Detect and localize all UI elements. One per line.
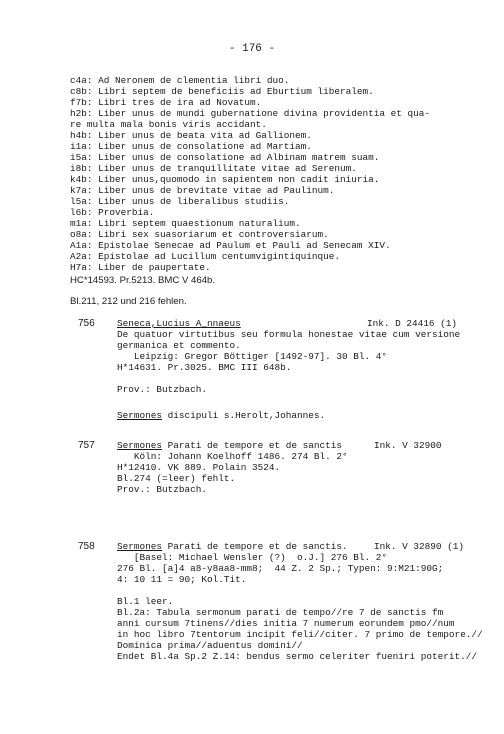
entry-title: Sermones Parati de tempore et de sanctis.: [117, 541, 348, 552]
contents-line: h2b: Liber unus de mundi gubernatione divina providentia et qua-: [70, 108, 431, 119]
entry-line: [117, 373, 477, 384]
entry-line: De quatuor virtutibus seu formula honestae vitae cum versione: [117, 329, 461, 340]
contents-line: i8b: Liber unus de tranquillitate vitae ad Serenum.: [70, 163, 357, 174]
contents-line: A2a: Epistolae ad Lucillum centumvigintiquinque.: [70, 251, 341, 262]
entry-line: Endet Bl.4a Sp.2 Z.14: bendus sermo celeriter fueniri poterit.//: [117, 651, 478, 662]
entry-number: 756: [78, 318, 95, 329]
shelfmark: Ink. V 32900: [374, 440, 442, 451]
entry-line: Bl.2a: Tabula sermonum parati de tempo//re 7 de sanctis fm: [117, 607, 444, 618]
contents-line: k7a: Liber unus de brevitate vitae ad Paulinum.: [70, 185, 335, 196]
contents-line: c4a: Ad Neronem de clementia libri duo.: [70, 75, 290, 86]
entry-title: Seneca,Lucius A_nnaeus: [117, 318, 241, 329]
entry-line: 4: 10 11 = 90; Kol.Tit.: [117, 574, 247, 585]
contents-line: H7a: Liber de paupertate.: [70, 262, 211, 273]
entry-line: 276 Bl. [a]4 a8-y8aa8-mm8; 44 Z. 2 Sp.; Typen: 9:M21:90G;: [117, 563, 444, 574]
contents-line: i1a: Liber unus de consolatione ad Martiam.: [70, 141, 312, 152]
contents-line: l5a: Liber unus de liberalibus studiis.: [70, 196, 290, 207]
entry-body: [117, 541, 483, 662]
entry-number: 757: [78, 440, 95, 451]
contents-line: k4b: Liber unus,quomodo in sapientem non cadit iniuria.: [70, 174, 380, 185]
contents-line: m1a: Libri septem quaestionum naturalium.: [70, 218, 301, 229]
contents-line: f7b: Libri tres de ira ad Novatum.: [70, 97, 262, 108]
entry-line: Prov.: Butzbach.: [117, 384, 208, 395]
entry-body: [117, 318, 477, 395]
contents-line: h4b: Liber unus de beata vita ad Gallionem.: [70, 130, 312, 141]
shelfmark: Ink. D 24416 (1): [367, 318, 458, 329]
entry-line: Prov.: Butzbach.: [117, 484, 208, 495]
entry-title: Sermones Parati de tempore et de sanctis: [117, 440, 343, 451]
entry-number: 758: [78, 541, 95, 552]
intro-missing-note: Bl.211, 212 und 216 fehlen.: [70, 296, 187, 307]
contents-line: l6b: Proverbia.: [70, 207, 155, 218]
entry-line: [117, 585, 477, 596]
contents-line: i5a: Liber unus de consolatione ad Albinam matrem suam.: [70, 152, 380, 163]
entry-line: H*14631. Pr.3025. BMC III 648b.: [117, 362, 292, 373]
entry-line: [Basel: Michael Wensler (?) o.J.] 276 Bl. 2°: [117, 552, 388, 563]
entry-line: Köln: Johann Koelhoff 1486. 274 Bl. 2°: [117, 451, 348, 462]
entry-line: H*12410. VK 889. Polain 3524.: [117, 462, 281, 473]
shelfmark: Ink. V 32890 (1): [374, 541, 465, 552]
contents-line: re multa mala bonis viris accidant.: [70, 119, 267, 130]
contents-line: c8b: Libri septem de beneficiis ad Eburtium liberalem.: [70, 86, 374, 97]
entry-line: Bl.274 (=leer) fehlt.: [117, 473, 236, 484]
section-heading: Sermones discipuli s.Herolt,Johannes.: [117, 410, 326, 421]
entry-line: anni cursum 7tinens//dies initia 7 numerum eorundem pmo//num: [117, 618, 455, 629]
entry-line: germanica et commento.: [117, 340, 241, 351]
entry-line: Dominica prima//aduentus domini//: [117, 640, 303, 651]
contents-line: A1a: Epistolae Senecae ad Paulum et Pauli ad Senecam XIV.: [70, 240, 391, 251]
entry-line: Leipzig: Gregor Böttiger [1492-97]. 30 Bl. 4°: [117, 351, 388, 362]
entry-line: in hoc libro 7tentorum incipit feli//citer. 7 primo de tempore.//: [117, 629, 483, 640]
entry-line: Bl.1 leer.: [117, 596, 174, 607]
intro-refs: HC*14593. Pr.5213. BMC V 464b.: [70, 275, 216, 286]
contents-list: [70, 75, 490, 273]
contents-line: o8a: Libri sex suasoriarum et controversiarum.: [70, 229, 329, 240]
page-number: - 176 -: [228, 43, 276, 55]
